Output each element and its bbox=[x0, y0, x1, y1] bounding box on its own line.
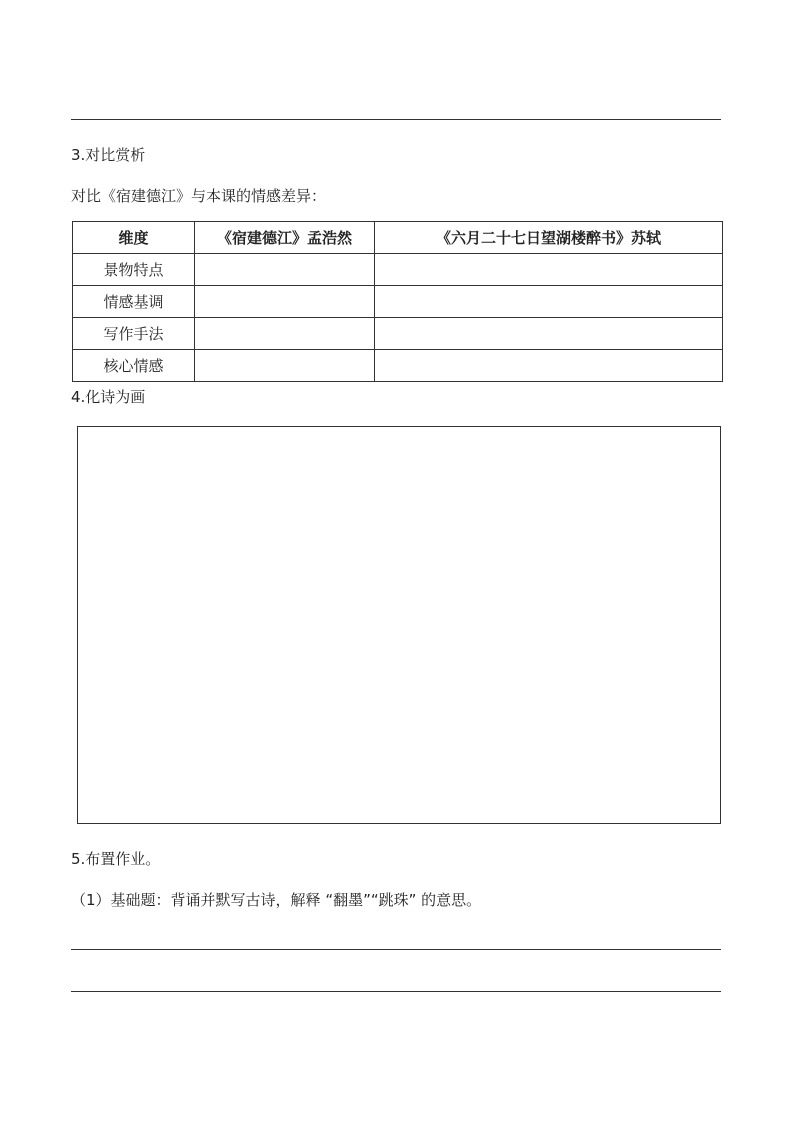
row-label: 核心情感 bbox=[73, 350, 195, 382]
header-poem2: 《六月二十七日望湖楼醉书》苏轼 bbox=[375, 222, 723, 254]
answer-cell[interactable] bbox=[195, 350, 375, 382]
header-poem1: 《宿建德江》孟浩然 bbox=[195, 222, 375, 254]
table-row bbox=[73, 254, 723, 286]
row-label: 写作手法 bbox=[73, 318, 195, 350]
drawing-box[interactable] bbox=[77, 426, 721, 824]
section4-heading: 4.化诗为画 bbox=[71, 388, 146, 406]
table-row bbox=[73, 286, 723, 318]
table-header-row bbox=[73, 222, 723, 254]
answer-cell[interactable] bbox=[195, 318, 375, 350]
section3-heading: 3.对比赏析 bbox=[71, 146, 146, 164]
top-rule bbox=[71, 119, 721, 120]
row-label: 情感基调 bbox=[73, 286, 195, 318]
answer-cell[interactable] bbox=[375, 286, 723, 318]
answer-line-1[interactable] bbox=[71, 949, 721, 950]
answer-cell[interactable] bbox=[375, 318, 723, 350]
homework-task-1: （1）基础题：背诵并默写古诗，解释 “翻墨”“跳珠” 的意思。 bbox=[71, 891, 482, 909]
section5-heading: 5.布置作业。 bbox=[71, 850, 161, 868]
answer-cell[interactable] bbox=[195, 254, 375, 286]
row-label: 景物特点 bbox=[73, 254, 195, 286]
answer-cell[interactable] bbox=[375, 350, 723, 382]
section3-intro: 对比《宿建德江》与本课的情感差异： bbox=[71, 187, 327, 205]
header-dimension: 维度 bbox=[73, 222, 195, 254]
answer-line-2[interactable] bbox=[71, 991, 721, 992]
table-row bbox=[73, 318, 723, 350]
comparison-table bbox=[72, 221, 723, 382]
answer-cell[interactable] bbox=[375, 254, 723, 286]
table-row bbox=[73, 350, 723, 382]
answer-cell[interactable] bbox=[195, 286, 375, 318]
